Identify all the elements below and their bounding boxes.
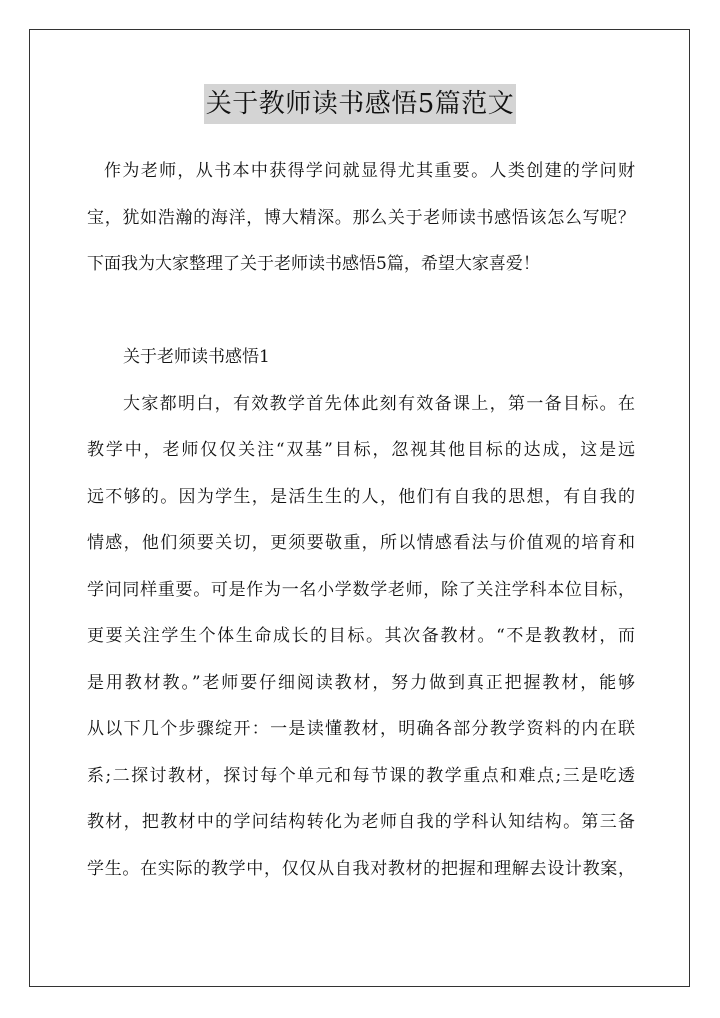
body-line: 系;二探讨教材，探讨每个单元和每节课的教学重点和难点;三是吃透 — [87, 765, 635, 786]
body-line: 从以下几个步骤绽开：一是读懂教材，明确各部分教学资料的内在联 — [87, 719, 635, 739]
body-line: 是用教材教。”老师要仔细阅读教材，努力做到真正把握教材，能够 — [87, 672, 635, 693]
paragraph-gap — [87, 288, 635, 335]
body-line: 学生。在实际的教学中，仅仅从自我对教材的把握和理解去设计教案， — [87, 858, 635, 879]
body-paragraph — [87, 381, 635, 893]
document-body — [87, 148, 635, 892]
section-heading-text: 关于老师读书感悟1 — [123, 347, 270, 367]
body-line: 情感，他们须要关切，更须要敬重，所以情感看法与价值观的培育和 — [87, 533, 635, 553]
document-title: 关于教师读书感悟5篇范文 — [204, 84, 517, 124]
section-heading — [87, 334, 635, 381]
intro-line: 下面我为大家整理了关于老师读书感悟5篇，希望大家喜爱！ — [87, 254, 540, 274]
body-line: 更要关注学生个体生命成长的目标。其次备教材。“不是教教材，而 — [87, 626, 635, 646]
intro-line: 作为老师，从书本中获得学问就显得尤其重要。人类创建的学问财 — [104, 161, 635, 181]
body-line: 教学中，老师仅仅关注“双基”目标，忽视其他目标的达成，这是远 — [87, 440, 635, 460]
intro-paragraph — [87, 148, 635, 288]
body-line: 学问同样重要。可是作为一名小学数学老师，除了关注学科本位目标， — [87, 579, 635, 600]
body-line: 教材，把教材中的学问结构转化为老师自我的学科认知结构。第三备 — [87, 812, 635, 832]
title-container — [0, 84, 720, 124]
intro-line: 宝，犹如浩瀚的海洋，博大精深。那么关于老师读书感悟该怎么写呢？ — [87, 207, 635, 228]
body-line: 远不够的。因为学生，是活生生的人，他们有自我的思想，有自我的 — [87, 486, 635, 507]
body-line: 大家都明白，有效教学首先体此刻有效备课上，第一备目标。在 — [123, 393, 635, 414]
